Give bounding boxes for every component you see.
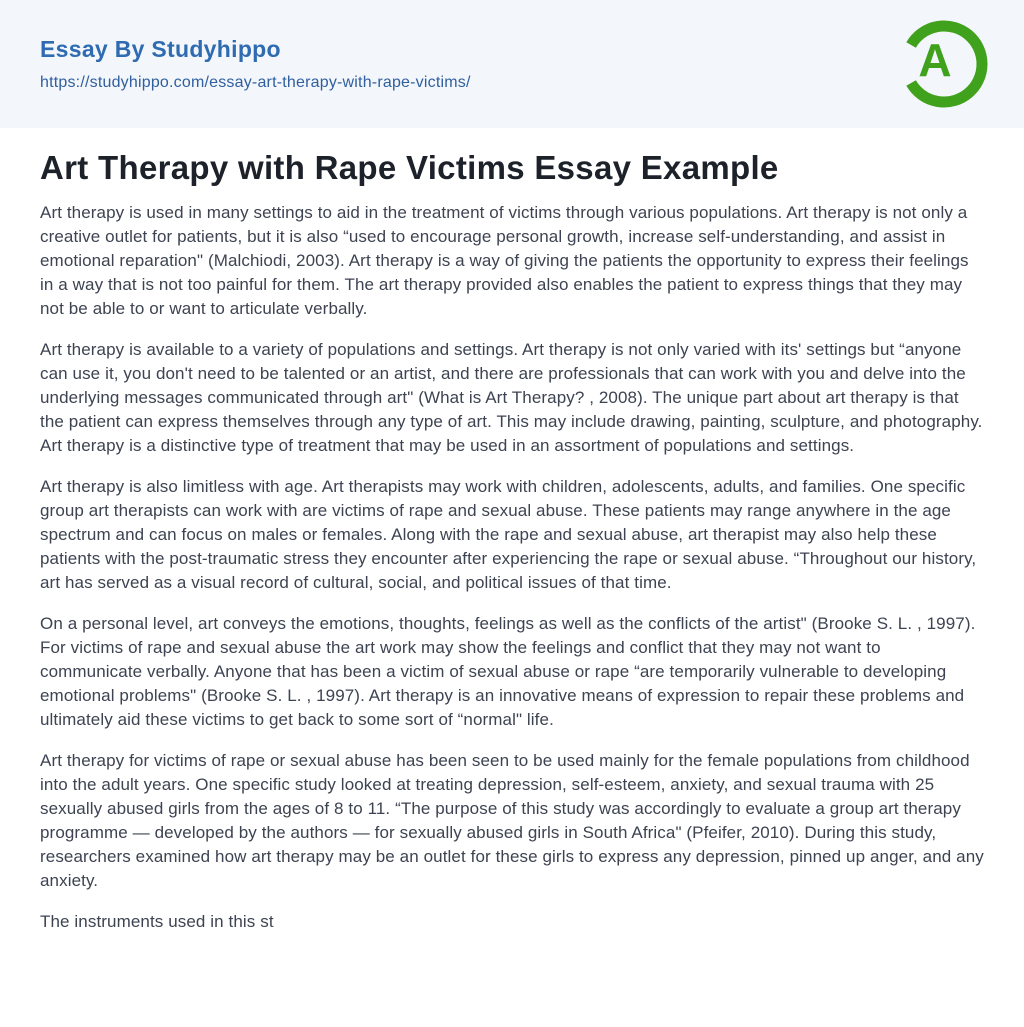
- logo-letter: A: [918, 34, 952, 86]
- essay-paragraph: On a personal level, art conveys the emotions, thoughts, feelings as well as the conflicts of the artist" (Brooke S. L. , 1997). For victims of rape and sexual abuse the art work may show the feelings and conflict that they may not want to communicate verbally. Anyone that has been a victim of sexual abuse or rape “are temporarily vulnerable to developing emotional problems" (Brooke S. L. , 1997). Art therapy is an innovative means of expression to repair these problems and ultimately aid these victims to get back to some sort of “normal" life.: [40, 613, 976, 729]
- page-header: [0, 0, 1024, 128]
- essay-paragraph-truncated: The instruments used in this st: [40, 911, 274, 931]
- studyhippo-logo-icon: [900, 20, 988, 108]
- studyhippo-logo: [900, 20, 988, 108]
- article-title: Art Therapy with Rape Victims Essay Example: [40, 149, 779, 186]
- essay-paragraph: Art therapy is used in many settings to aid in the treatment of victims through various populations. Art therapy is not only a creative outlet for patients, but it is also “used to encourage personal growth, increase self-understanding, and assist in emotional reparation" (Malchiodi, 2003). Art therapy is a way of giving the patients the opportunity to express their feelings in a way that is not too painful for them. The art therapy provided also enables the patient to express things that they may not be able to or want to articulate verbally.: [40, 202, 969, 318]
- essay-content: [0, 128, 1024, 934]
- site-title: Essay By Studyhippo: [40, 36, 281, 62]
- essay-paragraph: Art therapy is available to a variety of populations and settings. Art therapy is not only varied with its' settings but “anyone can use it, you don't need to be talented or an artist, and there are professionals that can work with you and delve into the underlying messages communicated through art" (What is Art Therapy? , 2008). The unique part about art therapy is that the patient can express themselves through any type of art. This may include drawing, painting, sculpture, and photography. Art therapy is a distinctive type of treatment that may be used in an assortment of populations and settings.: [40, 339, 983, 455]
- page-url-link[interactable]: https://studyhippo.com/essay-art-therapy-with-rape-victims/: [40, 74, 471, 91]
- essay-paragraph: Art therapy for victims of rape or sexual abuse has been seen to be used mainly for the female populations from childhood into the adult years. One specific study looked at treating depression, self-esteem, anxiety, and sexual trauma with 25 sexually abused girls from the ages of 8 to 11. “The purpose of this study was accordingly to evaluate a group art therapy programme — developed by the authors — for sexually abused girls in South Africa" (Pfeifer, 2010). During this study, researchers examined how art therapy may be an outlet for these girls to express any depression, pinned up anger, and any anxiety.: [40, 750, 984, 890]
- header-text-block: [40, 36, 471, 92]
- essay-paragraph: Art therapy is also limitless with age. Art therapists may work with children, adolescents, adults, and families. One specific group art therapists can work with are victims of rape and sexual abuse. These patients may range anywhere in the age spectrum and can focus on males or females. Along with the rape and sexual abuse, art therapist may also help these patients with the post-traumatic stress they encounter after experiencing the rape or sexual abuse. “Throughout our history, art has served as a visual record of cultural, social, and political issues of that time.: [40, 476, 977, 592]
